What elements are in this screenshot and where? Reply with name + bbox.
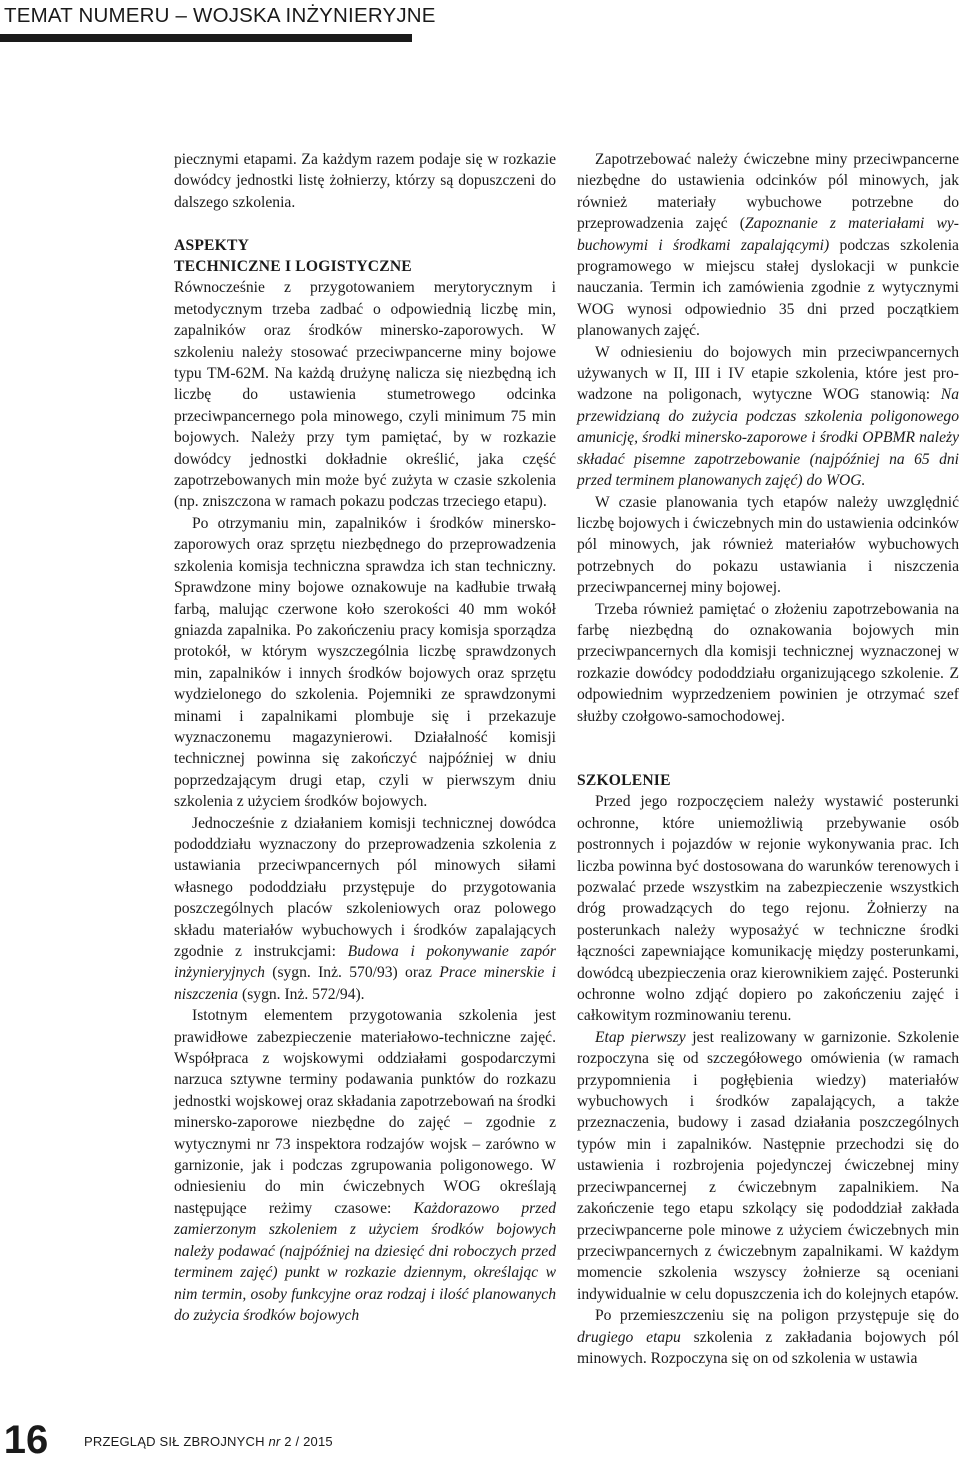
document-title: Zapoznanie z materiałami wybuchowymi i środkami zapalającymi) (577, 215, 959, 254)
paragraph: piecznymi etapami. Za każdym razem podaje się w rozkazie dowódcy jednostki listę żołnierzy, którzy są dopuszczeni do dalszego szkolenia. (174, 151, 556, 211)
right-column (577, 149, 959, 1369)
paragraph: Trzeba również pamiętać o złożeniu zapotrzebowania na farbę niezbędną do oznakowania bojowych min przeciwpancernych dla komisji technicznej wyznaczonej w rozkazie dowódcy pododdziału organizującego szkolenie. Z odpowiednim wyprzedzeniem powinien je otrzymać szef służby czołgowo-samochodowej. (577, 600, 959, 725)
paragraph (577, 149, 959, 342)
text-run: Działalność komisji technicznej powinna się zakończyć najpóźniej w dniu poprzedzającym drugi etap, czyli w pierwszym dniu szkolenia z użyciem środków bojowych. (174, 728, 556, 811)
issue-number: 2 / 2015 (284, 1434, 333, 1449)
text-run: (sygn. Inż. 570/93) oraz (272, 964, 432, 982)
document-title: Prace minerskie i niszczenia (174, 964, 556, 1003)
paragraph (577, 1305, 959, 1369)
text-run: Na każdą drużynę nalicza się niezbędną ich liczbę do ustawienia stumetrowego odcinka przeciwpancernego pola minowego, czyli minimum 75 min bojowych. (174, 365, 556, 447)
quoted-guideline: Każdorazowo przed zamierzonym szkoleniem z użyciem środków bojowych należy podawać (najpóźniej na dziesięć dni roboczych przed terminem zajęć) punkt w rozkazie dziennym, określając w nim termin, osoby funkcyjne oraz rodzaj i ilość planowanych do zużycia środków bojowych (174, 1199, 556, 1324)
section-heading: SZKOLENIE (577, 771, 671, 789)
section-heading-line: ASPEKTY (174, 236, 250, 254)
section-heading (174, 235, 556, 278)
text-run: Zapotrzebować należy ćwiczebne miny przeciwpancerne niezbędne do ustawienia odcinków pól minowych, jak również materiały wybuchowe potrzebne do przeprowadzenia zajęć ( (577, 151, 959, 233)
text-run: jest realizowany w garnizonie. Szkolenie rozpoczyna się od szczegółowego omówienia (w ramach przypomnienia i pogłębienia wiedzy) materiałów wybuchowych i środków zapalających, a także przeznaczenia, budowy i zasad działania poszczególnych typów min i zapalników. (577, 1028, 959, 1153)
footer (84, 1434, 333, 1449)
text-run: Równocześnie z przygotowaniem merytorycznym i metodycznym trzeba zadbać o odpowiednią liczbę min, zapalników oraz środków minersko-zaporowych. W szkoleniu należy stosować przeciwpancerne miny bojowe typu TM-62M. (174, 279, 556, 383)
document-title: Budowa i pokonywanie zapór inżynieryjnych (174, 943, 557, 982)
text-run: Sprawdzone miny bojowe oznakowuje na kadłubie trwałą farbą, malując czerwone koło szerokości 40 mm wokół gniazda zapalnika. Po zakończeniu pracy komisja sporządza protokół, w którym wyszczególnia liczbę sprawdzonych min, zapalników i innych środków bojowych oraz sprzętu wydzielonego do szkolenia. (174, 579, 556, 704)
emphasis: drugiego etapu (577, 1328, 681, 1346)
section-header-bar (0, 0, 436, 42)
paragraph (577, 1027, 959, 1305)
quoted-guideline: Na przewidzianą do zużycia podczas szkolenia poligonowego amunicję, środki minersko-zaporowe i środki OPBMR należy składać pisemne zapotrzebowanie (najpóźniej na 65 dni przed terminem planowanych zajęć) do WOG. (577, 386, 959, 490)
text-run: Jednocześnie z działaniem komisji technicznej dowódca pododdziału wyznaczony do przeprowadzenia szkolenia z ustawiania przeciwpancernych pól minowych siłami własnego pododdziału przystępuje do przygotowania poszczególnych placów szkoleniowych oraz polowego składu materiałów wybuchowych i środków zapalających zgodnie z instrukcjami: (174, 814, 556, 961)
text-run: (sygn. Inż. 572/94). (242, 985, 365, 1003)
magazine-title: PRZEGLĄD SIŁ ZBROJNYCH (84, 1434, 265, 1449)
text-run: Następnie przechodzi się do ustawienia i rozbrojenia pojedynczej ćwiczebnej miny przeciwpancernej z ćwiczebnym zapalnikiem. Na zakończenie tego etapu szkolący się pododdział zakłada przeciwpancerne pole minowe z użyciem ćwiczebnych min przeciwpancernych z ćwiczebnym zapalnikami. W każdym momencie szkolenia wszyscy żołnierze są oceniani indywidualnie w celu dopuszczenia ich do kolejnych etapów. (577, 1135, 959, 1303)
section-title: TEMAT NUMERU – WOJSKA INŻYNIERYJNE (4, 4, 436, 27)
paragraph (577, 342, 959, 492)
text-run: Po otrzymaniu min, zapalników i środków minersko-zaporowych oraz sprzętu niezbędnego do przeprowadzenia szkolenia komisja techniczna sprawdza ich stan techniczny. (174, 514, 556, 575)
left-column (174, 149, 556, 1326)
text-run: Po przemieszczeniu się na poligon przystępuje się do (595, 1307, 959, 1325)
text-run: szkolenia z zakładania bojowych pól minowych. Rozpoczyna się on od szkolenia w ustawia (577, 1328, 959, 1367)
text-run: Pojemniki ze sprawdzonymi minami i zapalnikami plombuje się i przekazuje wyznaczonemu magazynierowi. (174, 686, 556, 746)
page-number: 16 (3, 1418, 49, 1462)
text-run: podczas szkolenia programowego w miejscu stałej dyslokacji w punkcie nauczania. Termin ich zamówienia zgodnie z wytycznymi WOG wynosi odpowiednio 35 dni przed początkiem planowanych zajęć. (577, 236, 959, 340)
paragraph (174, 813, 556, 1006)
section-heading-line: TECHNICZNE I LOGISTYCZNE (174, 258, 412, 276)
emphasis: Etap pierwszy (595, 1028, 686, 1046)
paragraph: Przed jego rozpoczęciem należy wystawić posterunki ochronne, które uniemożliwią przebywanie osób postronnych i pojazdów w rejonie wykonywania prac. Ich liczba powinna być dostosowana do warunków terenowych i pozwalać przede wszystkim na zabezpieczenie wszystkich dróg prowadzących do tego rejonu. Żołnierzy na posterunkach należy wyposażyć w techniczne środki łączności zapewniające komunikację między posterunkami, dowódcą ubezpieczenia oraz kierownikiem zajęć. Posterunki ochronne wolno zdjąć dopiero po zakończeniu zajęć i całkowitym rozminowaniu terenu. (577, 793, 959, 1025)
paragraph (174, 1005, 556, 1326)
text-run: Istotnym elementem przygotowania szkolenia jest prawidłowe zabezpieczenie materiałowo-techniczne zajęć. Współpraca z wojskowymi oddziałami gospodarczymi narzuca sztywne terminy podawania punktów do rozkazu jednostki wojskowej oraz składania zapotrzebowań na środki minersko-zaporowe niezbędne do zajęć – zgodnie z wytycznymi nr 73 inspektora rodzajów wojsk – zarówno w garnizonie, jak i podczas zgrupowania poligonowego. W odniesieniu do min ćwiczebnych WOG określają następujące reżimy czasowe: (174, 1007, 556, 1217)
issue-prefix: nr (268, 1434, 281, 1449)
paragraph: W czasie planowania tych etapów należy uwzględnić liczbę bojowych i ćwiczebnych min do ustawienia odcinków pól minowych, jak również materiałów wybuchowych potrzebnych do pokazu ustawiania i niszczenia przeciwpancernej miny bojowej. (577, 493, 959, 597)
text-run: Należy przy tym pamiętać, by w rozkazie dowódcy jednostki dokładnie określić, jaka część zapotrzebowanych min może być zużyta w czasie szkolenia (np. zniszczona w ramach pokazu podczas trzeciego etapu). (174, 429, 556, 511)
paragraph (174, 513, 556, 813)
text-run: W odniesieniu do bojowych min przeciwpancernych używanych w II, III i IV etapie szkolenia, które jest prowadzone na poligonach, wytyczne WOG stanowią: (577, 343, 959, 404)
paragraph (174, 277, 556, 512)
